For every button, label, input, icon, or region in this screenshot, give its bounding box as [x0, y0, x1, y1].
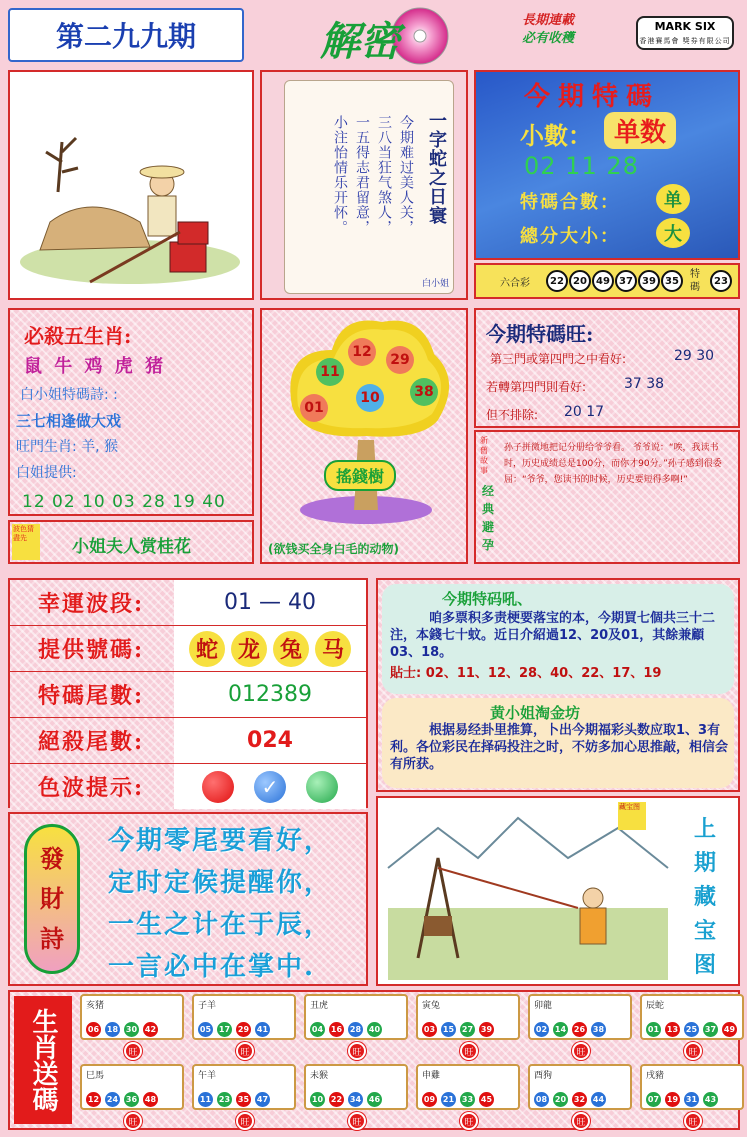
zodiac-number-ball: 36 — [124, 1092, 139, 1107]
zodiac-wang-badge: 旺 — [684, 1042, 702, 1060]
note-bottom — [382, 698, 734, 788]
note1-tip-value: 02、11、12、28、40、22、17、19 — [425, 666, 662, 681]
zodiac-number-ball: 10 — [310, 1092, 325, 1107]
poem-line-1: 今期零尾要看好， — [108, 826, 333, 856]
logo — [300, 4, 460, 68]
zodiac-number-ball: 28 — [348, 1022, 363, 1037]
special-wang-panel — [474, 308, 740, 428]
riddle-line-4: 小注怡情乐开怀。 — [332, 115, 348, 235]
zodiac-card — [416, 994, 520, 1040]
zodiac-card — [80, 994, 184, 1040]
zodiac-name: 午羊 — [198, 1071, 217, 1081]
note1-tip — [390, 666, 728, 682]
zodiac-number-ball: 19 — [665, 1092, 680, 1107]
row-label-provide: 提供號碼: — [37, 637, 145, 663]
story-side-label: 新舊故事 — [480, 436, 488, 475]
zodiac-number-ball: 13 — [665, 1022, 680, 1037]
zodiac-number-ball: 30 — [124, 1022, 139, 1037]
sum-value: 单 — [656, 184, 690, 214]
poem-line-3: 一生之计在于辰， — [108, 910, 333, 940]
lotto-ball-5: 39 — [638, 270, 660, 292]
provide-zodiac-4: 马 — [315, 631, 351, 667]
tree-ball-1: 12 — [348, 338, 376, 366]
table-row — [10, 626, 366, 672]
zodiac-name: 子羊 — [198, 1001, 217, 1011]
row-value-tail: 012389 — [174, 672, 366, 717]
kill-zodiacs: 鼠 牛 鸡 虎 猪 — [24, 356, 167, 377]
treasure-map-panel — [376, 796, 740, 986]
zodiac-card — [80, 1064, 184, 1110]
zodiac-number-ball: 20 — [553, 1092, 568, 1107]
zodiac-number-ball: 06 — [86, 1022, 101, 1037]
blue-check-ball-icon: ✓ — [254, 771, 286, 803]
zodiac-number-ball: 12 — [86, 1092, 101, 1107]
note2-title: 黄小姐淘金坊 — [490, 704, 581, 722]
treasure-title: 上期藏宝图 — [694, 816, 717, 978]
zodiac-number-ball: 42 — [143, 1022, 158, 1037]
slogan — [522, 12, 622, 48]
zodiac-number-ball: 04 — [310, 1022, 325, 1037]
zodiac-number-ball: 08 — [534, 1092, 549, 1107]
zodiac-wang-badge: 旺 — [348, 1112, 366, 1130]
note1-tip-label: 貼士: — [390, 666, 422, 681]
zodiac-card — [416, 1064, 520, 1110]
zodiac-number-ball: 48 — [143, 1092, 158, 1107]
story-panel — [474, 430, 740, 564]
sum-label: 特碼合數： — [520, 192, 620, 213]
zodiac-number-ball: 45 — [479, 1092, 494, 1107]
flower-panel — [8, 520, 254, 564]
zodiac-number-ball: 23 — [217, 1092, 232, 1107]
lotto-ball-3: 49 — [592, 270, 614, 292]
zodiac-wang-badge: 旺 — [572, 1112, 590, 1130]
zodiac-number-ball: 37 — [703, 1022, 718, 1037]
riddle-scroll — [260, 70, 468, 300]
wang-line2-value: 37 38 — [624, 376, 665, 392]
zodiac-number-ball: 41 — [255, 1022, 270, 1037]
zodiac-number-ball: 09 — [422, 1092, 437, 1107]
notes-panel — [376, 578, 740, 792]
zodiac-card — [192, 1064, 296, 1110]
zodiac-number-ball: 25 — [684, 1022, 699, 1037]
special-title: 今期特碼 — [524, 82, 661, 112]
lotto-ball-4: 37 — [615, 270, 637, 292]
zodiac-number-ball: 18 — [105, 1022, 120, 1037]
riddle-stamp: 白小姐 — [421, 279, 449, 289]
zodiac-wang-badge: 旺 — [460, 1112, 478, 1130]
zodiac-number-ball: 14 — [553, 1022, 568, 1037]
zodiac-name: 申雞 — [422, 1071, 441, 1081]
zodiac-number-ball: 05 — [198, 1022, 213, 1037]
zodiac-card — [304, 1064, 408, 1110]
zodiac-wang-badge: 旺 — [236, 1042, 254, 1060]
poem-line-4: 一言必中在掌中. — [108, 952, 316, 982]
total-label: 總分大小： — [520, 226, 620, 247]
tree-caption: (欲钱买全身白毛的动物) — [268, 542, 399, 556]
fortune-poem-panel — [8, 812, 368, 986]
zodiac-number-ball: 43 — [703, 1092, 718, 1107]
zodiac-wang-badge: 旺 — [348, 1042, 366, 1060]
provide-zodiac-3: 兔 — [273, 631, 309, 667]
table-row — [10, 764, 366, 810]
table-row — [10, 580, 366, 626]
marksix-text: MARK SIX — [654, 20, 716, 33]
zodiac-number-ball: 17 — [217, 1022, 232, 1037]
flower-side-label: 波色猜盡先 — [12, 524, 40, 560]
total-value: 大 — [656, 218, 690, 248]
tree-ball-5: 38 — [410, 378, 438, 406]
zodiac-name: 巳馬 — [86, 1071, 105, 1081]
kill-title: 必殺五生肖: — [24, 324, 132, 348]
wang-line3-value: 20 17 — [564, 404, 605, 420]
poem-line-2: 定时定候提醒你， — [108, 868, 333, 898]
zodiac-number-ball: 21 — [441, 1092, 456, 1107]
zodiac-name: 卯龍 — [534, 1001, 553, 1011]
lotto-special-ball: 23 — [710, 270, 732, 292]
zodiac-number-ball: 01 — [646, 1022, 661, 1037]
zodiac-number-ball: 49 — [722, 1022, 737, 1037]
zodiac-number-ball: 15 — [441, 1022, 456, 1037]
scroll-paper — [284, 80, 454, 294]
tree-ball-6: 01 — [300, 394, 328, 422]
kill-poem: 三七相逢做大戏 — [16, 412, 122, 430]
tree-ball-4: 10 — [356, 384, 384, 412]
row-label-color: 色波提示: — [37, 775, 145, 801]
zodiac-name: 寅兔 — [422, 1001, 441, 1011]
zodiac-number-ball: 31 — [684, 1092, 699, 1107]
zodiac-number-ball: 44 — [591, 1092, 606, 1107]
note2-text: 根据易经卦里推算，卜出今期福彩头数应取1、3有利。各位彩民在择码投注之时，不妨多加心思推敲，相信会有所获。 — [390, 723, 729, 772]
lotto-ball-1: 22 — [546, 270, 568, 292]
wang-line3-label: 但不排除: — [486, 408, 539, 422]
zodiac-number-ball: 39 — [479, 1022, 494, 1037]
info-table — [8, 578, 368, 808]
lotto-results-bar — [474, 263, 740, 299]
provide-zodiac-1: 蛇 — [189, 631, 225, 667]
zodiac-number-ball: 46 — [367, 1092, 382, 1107]
row-value-kill-tail: 024 — [174, 718, 366, 763]
zodiac-name: 戌豬 — [646, 1071, 665, 1081]
marksix-subtext: 香港賽馬會 獎券有限公司 — [639, 37, 731, 45]
wang-line1-label: 第三門或第四門之中看好: — [490, 352, 627, 366]
row-value-lucky: 01 — 40 — [174, 580, 366, 625]
zodiac-number-ball: 40 — [367, 1022, 382, 1037]
zodiac-card — [640, 1064, 744, 1110]
zodiac-wang-badge: 旺 — [236, 1112, 254, 1130]
riddle-line-3: 一五得志君留意， — [354, 115, 370, 235]
kill-zodiac-panel — [8, 308, 254, 516]
table-row — [10, 718, 366, 764]
zodiac-number-ball: 27 — [460, 1022, 475, 1037]
size-value: 单数 — [604, 112, 676, 149]
marksix-logo — [636, 16, 734, 50]
row-label-lucky: 幸運波段: — [37, 591, 145, 617]
green-ball-icon — [306, 771, 338, 803]
kill-numbers: 12 02 10 03 28 19 40 — [22, 492, 226, 512]
zodiac-number-ball: 38 — [591, 1022, 606, 1037]
zodiac-badge — [14, 996, 72, 1124]
zodiac-number-ball: 24 — [105, 1092, 120, 1107]
zodiac-number-ball: 33 — [460, 1092, 475, 1107]
farmer-picture — [10, 72, 252, 298]
slogan-line2: 必有收穫 — [522, 31, 575, 46]
logo-text: 解密 — [320, 18, 400, 65]
zodiac-number-ball: 26 — [572, 1022, 587, 1037]
zodiac-number-ball: 02 — [534, 1022, 549, 1037]
note1-title: 今期特码吼、 — [442, 590, 533, 608]
provide-zodiac-2: 龙 — [231, 631, 267, 667]
provider: 白姐提供: — [16, 465, 77, 481]
red-ball-icon — [202, 771, 234, 803]
zodiac-name: 丑虎 — [310, 1001, 329, 1011]
table-row — [10, 672, 366, 718]
riddle-line-2: 三八当狂气煞人， — [376, 115, 392, 235]
zodiac-number-ball: 34 — [348, 1092, 363, 1107]
zodiac-card — [528, 1064, 632, 1110]
zodiac-card — [304, 994, 408, 1040]
lotto-ball-6: 35 — [661, 270, 683, 292]
special-numbers: 02 11 28 — [524, 152, 639, 180]
wang-zodiac: 旺門生肖: 羊, 猴 — [16, 439, 119, 455]
zodiac-number-ball: 32 — [572, 1092, 587, 1107]
zodiac-name: 亥猪 — [86, 1001, 105, 1011]
zodiac-name: 未猴 — [310, 1071, 329, 1081]
farmer-illustration — [8, 70, 254, 300]
zodiac-number-ball: 29 — [236, 1022, 251, 1037]
row-label-tail: 特碼尾數: — [37, 683, 145, 709]
riddle-line-1: 今期难过美人关， — [398, 115, 414, 235]
zodiac-wang-badge: 旺 — [572, 1042, 590, 1060]
special-code-panel — [474, 70, 740, 260]
zodiac-name: 酉狗 — [534, 1071, 553, 1081]
zodiac-codes-panel — [8, 990, 740, 1130]
tree-ball-3: 11 — [316, 358, 344, 386]
zodiac-card — [528, 994, 632, 1040]
zodiac-badge-text: 生肖送碼 — [28, 1008, 58, 1112]
row-label-kill-tail: 絕殺尾數: — [37, 729, 145, 755]
lotto-special-label: 特碼 — [690, 269, 700, 293]
treasure-stamp: 藏宝图 — [618, 802, 646, 830]
note1-text: 咱多票积多责梗要落宝的本，今期買七個共三十二注，本錢七十蚊。近日介紹過12、20及01，其餘兼顧03、18。 — [390, 611, 716, 660]
zodiac-number-ball: 22 — [329, 1092, 344, 1107]
zodiac-name: 辰蛇 — [646, 1001, 665, 1011]
row-value-color — [174, 764, 366, 809]
zodiac-card — [640, 994, 744, 1040]
money-tree-panel — [260, 308, 468, 564]
zodiac-number-ball: 35 — [236, 1092, 251, 1107]
zodiac-wang-badge: 旺 — [124, 1042, 142, 1060]
zodiac-card — [192, 994, 296, 1040]
story-vertical: 经典避孕 — [482, 484, 495, 552]
poem-badge: 發財詩 — [24, 824, 80, 974]
lotto-label: 六合彩 — [500, 278, 530, 289]
note-top — [382, 584, 734, 694]
wang-title: 今期特碼旺: — [486, 322, 594, 346]
poem-label: 白小姐特碼詩: : — [20, 387, 118, 403]
zodiac-number-ball: 16 — [329, 1022, 344, 1037]
row-value-provide — [174, 626, 366, 671]
zodiac-wang-badge: 旺 — [124, 1112, 142, 1130]
lotto-ball-2: 20 — [569, 270, 591, 292]
zodiac-number-ball: 07 — [646, 1092, 661, 1107]
period-title: 第二九九期 — [8, 8, 244, 62]
zodiac-wang-badge: 旺 — [684, 1112, 702, 1130]
zodiac-number-ball: 47 — [255, 1092, 270, 1107]
zodiac-number-ball: 11 — [198, 1092, 213, 1107]
story-text: 孙子拼微地把记分册给爷爷看。 爷爷说：“唉，我读书时，历史成绩总是100分，而你才90分。”孙子感到很委屈：“爷爷，您读书的时候，历史要短得多啊!” — [504, 443, 722, 485]
flower-text: 小姐夫人赏桂花 — [72, 537, 191, 557]
size-label: 小數： — [520, 122, 592, 150]
tree-ball-2: 29 — [386, 346, 414, 374]
wang-line1-value: 29 30 — [674, 348, 715, 364]
riddle-title: 一字蛇之日寰 — [426, 111, 447, 225]
zodiac-wang-badge: 旺 — [460, 1042, 478, 1060]
tree-label: 搖錢樹 — [324, 460, 396, 491]
slogan-line1: 長期連載 — [522, 13, 575, 28]
wang-line2-label: 若轉第四門則看好: — [486, 380, 587, 394]
zodiac-number-ball: 03 — [422, 1022, 437, 1037]
